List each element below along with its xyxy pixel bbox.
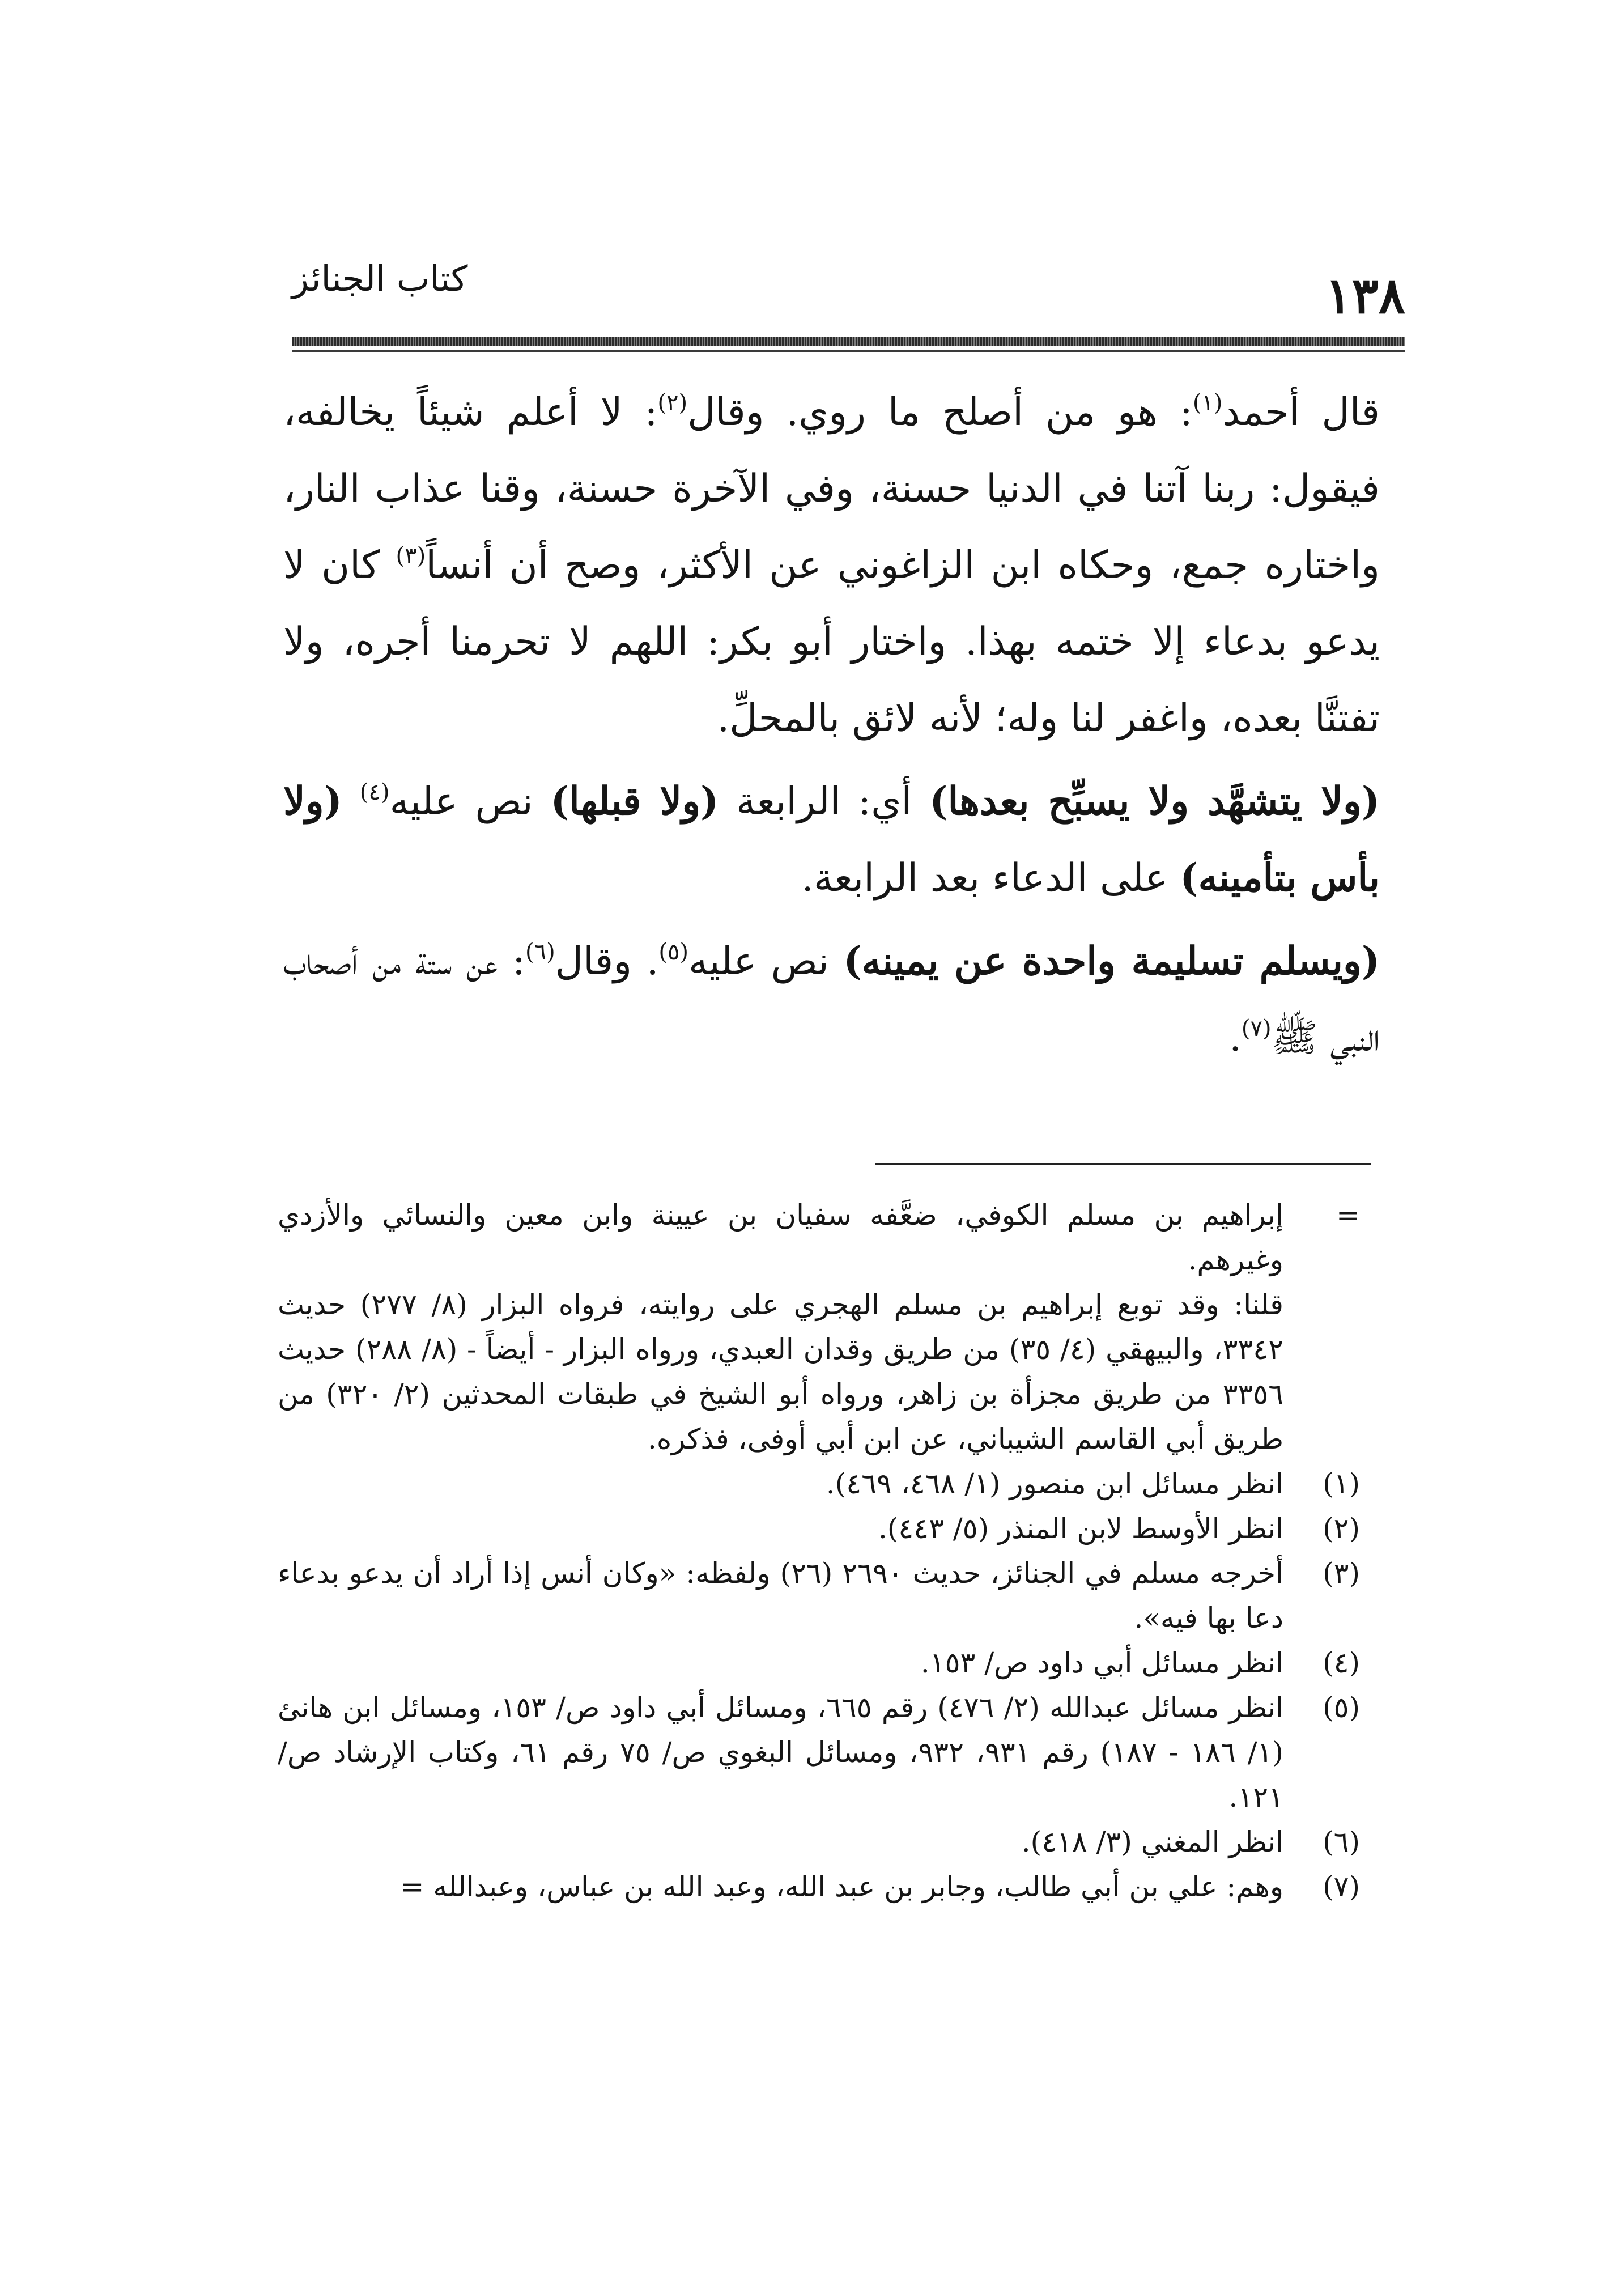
- paragraph-2: [283, 763, 1380, 916]
- footnote-text: انظر مسائل أبي داود ص/ ١٥٣.: [920, 1646, 1283, 1679]
- text-segment: .: [1229, 1016, 1242, 1060]
- text-segment: قال أحمد: [1222, 390, 1380, 435]
- footnote-text: انظر مسائل ابن منصور (١/ ٤٦٨، ٤٦٩).: [826, 1467, 1283, 1500]
- footnote-mark: =: [1336, 1199, 1360, 1232]
- running-header: [292, 258, 1405, 326]
- text-segment: نص عليه: [389, 779, 551, 824]
- footnote-text: إبراهيم بن مسلم الكوفي، ضعَّفه سفيان بن عيينة وابن معين والنسائي والأزدي وغيرهم.: [278, 1199, 1283, 1276]
- main-text: [283, 374, 1380, 1076]
- matn-phrase: (ولا يتشهَّد ولا يسبِّح بعدها): [929, 779, 1380, 824]
- text-segment: كان لا يدعو بدعاء إلا ختمه بهذا. واختار أبو بكر: اللهم لا تحرمنا أجره، ولا تفتنَّا بعده، واغفر لنا وله؛ لأنه لائق بالمحلِّ.: [283, 543, 1380, 741]
- text-segment: نص عليه: [688, 939, 844, 984]
- footnote-mark: (١): [1323, 1467, 1360, 1500]
- footnote-text: انظر مسائل عبدالله (٢/ ٤٧٦) رقم ٦٦٥، ومسائل أبي داود ص/ ١٥٣، ومسائل ابن هانئ (١/ ١٨٦ - ١٨٧) رقم ٩٣١، ٩٣٢، ومسائل البغوي ص/ ٧٥ رقم ٦١، وكتاب الإرشاد ص/ ١٢١.: [278, 1691, 1284, 1814]
- footnote-1: [278, 1462, 1360, 1506]
- footnote-text: أخرجه مسلم في الجنائز، حديث ٢٦٩٠ (٢٦) ولفظه: «وكان أنس إذا أراد أن يدعو بدعاء دعا بها فيه».: [278, 1557, 1283, 1634]
- footnote-mark: (٢): [1323, 1512, 1360, 1545]
- text-segment: على الدعاء بعد الرابعة.: [801, 856, 1180, 901]
- footnote-ref-4: (٤): [359, 779, 390, 805]
- footnote-6: [278, 1820, 1360, 1865]
- text-segment: : عن ستة من أصحاب النبي ﷺ: [283, 939, 1380, 1060]
- footnote-mark: (٥): [1323, 1691, 1360, 1724]
- footnote-text: وهم: علي بن أبي طالب، وجابر بن عبد الله، وعبد الله بن عباس، وعبدالله =: [400, 1870, 1283, 1903]
- footnote-7: [278, 1865, 1360, 1909]
- footnote-ref-2: (٢): [657, 390, 688, 416]
- matn-phrase: (ولا بأس بتأمينه): [283, 779, 1380, 901]
- text-segment: . وقال: [555, 939, 659, 984]
- footnote-mark: (٧): [1323, 1870, 1360, 1903]
- footnote-2: [278, 1506, 1360, 1551]
- footnote-ref-3: (٣): [396, 543, 426, 569]
- paragraph-1: [283, 374, 1380, 757]
- matn-phrase: (ولا قبلها): [550, 779, 719, 824]
- footnote-text: انظر المغني (٣/ ٤١٨).: [1021, 1825, 1283, 1858]
- footnote-ref-5: (٥): [658, 939, 689, 965]
- text-segment: أي: الرابعة: [719, 779, 930, 824]
- running-title: كتاب الجنائز: [292, 258, 468, 299]
- text-segment: : هو من أصلح ما روي. وقال: [687, 390, 1193, 435]
- footnote-mark: (٤): [1323, 1646, 1360, 1679]
- paragraph-3: [283, 923, 1380, 1076]
- footnote-mark: (٣): [1323, 1557, 1360, 1590]
- text-segment: : لا أعلم شيئاً يخالفه، فيقول: ربنا آتنا في الدنيا حسنة، وفي الآخرة حسنة، وقنا عذاب النار، واختاره جمع، وحكاه ابن الزاغوني عن الأكثر، وصح أن أنساً: [283, 390, 1380, 588]
- footnotes: [278, 1193, 1360, 1909]
- header-rule: [292, 337, 1405, 346]
- matn-phrase: (ويسلم تسليمة واحدة عن يمينه): [843, 939, 1380, 984]
- footnote-continuation: [278, 1193, 1360, 1462]
- footnote-text: قلنا: وقد توبع إبراهيم بن مسلم الهجري على روايته، فرواه البزار (٨/ ٢٧٧) حديث ٣٣٤٢، والبيهقي (٤/ ٣٥) من طريق وقدان العبدي، ورواه البزار - أيضاً - (٨/ ٢٨٨) حديث ٣٣٥٦ من طريق مجزأة بن زاهر، ورواه أبو الشيخ في طبقات المحدثين (٢/ ٣٢٠) من طريق أبي القاسم الشيباني، عن ابن أبي أوفى، فذكره.: [278, 1288, 1283, 1455]
- page-number: ١٣٨: [1325, 266, 1405, 325]
- footnote-ref-7: (٧): [1241, 1016, 1272, 1042]
- footnote-3: [278, 1551, 1360, 1641]
- footnote-separator: [875, 1163, 1371, 1165]
- footnote-4: [278, 1641, 1360, 1685]
- footnote-ref-6: (٦): [525, 939, 555, 965]
- footnote-ref-1: (١): [1192, 390, 1223, 416]
- text-segment: [342, 779, 360, 824]
- footnote-5: [278, 1685, 1360, 1820]
- footnote-text: انظر الأوسط لابن المنذر (٥/ ٤٤٣).: [878, 1512, 1283, 1545]
- footnote-mark: (٦): [1323, 1825, 1360, 1858]
- header-rule-thin: [292, 350, 1405, 352]
